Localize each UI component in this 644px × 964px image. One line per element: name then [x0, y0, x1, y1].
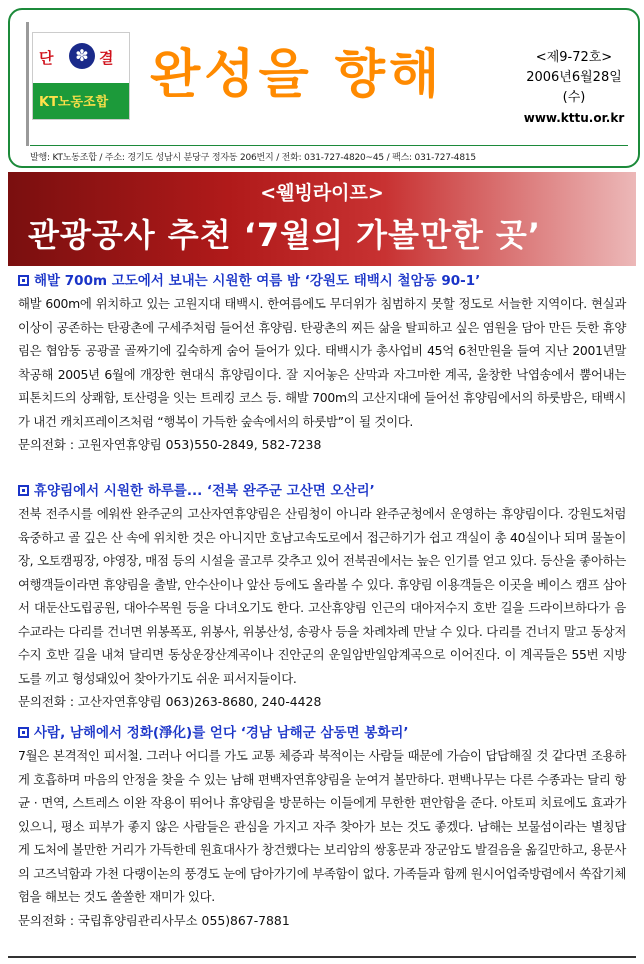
website-link[interactable]: www.kttu.or.kr — [523, 111, 625, 125]
article-taebaek — [18, 270, 626, 457]
article-contact: 문의전화 : 고원자연휴양림 053)550-2849, 582-7238 — [18, 437, 322, 452]
page-bottom-rule — [8, 956, 636, 958]
flag-band-text: KT노동조합 — [39, 95, 109, 110]
newsletter-header — [8, 8, 640, 168]
article-heading: 휴양림에서 시원한 하루를... ‘전북 완주군 고산면 오산리’ — [18, 480, 626, 502]
flag-word-left: 단 — [39, 49, 54, 67]
bullet-square-icon — [18, 727, 29, 738]
union-emblem-icon: ✽ — [69, 43, 95, 69]
section-subtitle: <웰빙라이프> — [260, 182, 384, 204]
bullet-square-icon — [18, 485, 29, 496]
section-banner — [8, 172, 636, 266]
article-contact: 문의전화 : 국립휴양림관리사무소 055)867-7881 — [18, 912, 290, 928]
article-body: 7월은 본격적인 피서철. 그러나 어디를 가도 교통 체증과 북적이는 사람들 때문에 가슴이 답답해질 것 같다면 조용하게 호흡하며 마음의 안정을 찾을 수 있는 남해 편백자연휴양림을 눈여겨 볼만하다. 편백나무는 다른 수종과는 달리 항균 · 면역, 스트레스 이완 작용이 뛰어나 휴양림을 방문하는 이들에게 무한한 편안함을 준다. 아토피 치료에도 효과가 있으니, 평소 피부가 좋지 않은 사람들은 관심을 가지고 자주 찾아가 보는 것도 좋겠다. 남해는 보물섬이라는 별칭답게 도처에 볼만한 거리가 가득한데 원효대사가 창건했다는 보리암의 쌍홍문과 장군암도 발걸음을 옮길만하고, 용문사의 고즈넉함과 가천 다랭이논의 풍경도 눈에 담아가기에 부족함이 없다. 가족들과 함께 원시어업죽방렴에서 쏙잡기체험을 해보는 것도 쏠쏠한 재미가 있다. — [18, 748, 626, 904]
issue-date: 2006년6월28일(수) — [526, 70, 622, 105]
article-body: 해발 600m에 위치하고 있는 고원지대 태백시. 한여름에도 무더위가 침범하지 못할 정도로 서늘한 지역이다. 현실과 이상이 공존하는 탄광촌에 구세주처럼 들어선 휴양림. 탄광촌의 찌든 삶을 탈피하고 싶은 염원을 담아 만든 듯한 휴양림은 협암동 공광골 골짜기에 깊숙하게 숨어 들어가 있다. 태백시가 총사업비 45억 6천만원을 들여 지난 2001년말 착공해 2005년 6월에 개장한 현대식 휴양림이다. 잘 지어놓은 산막과 자그마한 계곡, 울창한 낙엽송에서 뿜어내는 피톤치드의 상쾌함, 토산령을 잇는 트레킹 코스 등. 해발 700m의 고산지대에 들어선 휴양림에서의 하룻밤은, 태백시가 내건 캐치프레이즈처럼 “행복이 가득한 숲속에서의 하룻밤”이 될 것이다. — [18, 296, 626, 429]
publisher-address: 발행: KT노동조합 / 주소: 경기도 성남시 분당구 정자동 206번지 / 전화: 031-727-4820~45 / 팩스: 031-727-4815 — [30, 153, 476, 163]
issue-number: <제9-72호> — [535, 50, 613, 65]
article-heading: 해발 700m 고도에서 보내는 시원한 여름 밤 ‘강원도 태백시 철암동 90-1’ — [18, 270, 626, 292]
union-flag-logo — [32, 32, 130, 120]
article-contact: 문의전화 : 고산자연휴양림 063)263-8680, 240-4428 — [18, 694, 322, 709]
article-namhae — [18, 722, 626, 932]
article-heading: 사람, 남해에서 정화(淨化)를 얻다 ‘경남 남해군 삼동면 봉화리’ — [18, 722, 626, 744]
flag-word-right: 결 — [99, 49, 114, 67]
newsletter-title: 완성을 향해 — [150, 45, 444, 105]
article-body: 전북 전주시를 에워싼 완주군의 고산자연휴양림은 산림청이 아니라 완주군청에서 운영하는 휴양림이다. 강원도처럼 육중하고 골 깊은 산 속에 위치한 것은 아니지만 호남고속도로에서 접근하기가 쉽고 객실이 총 40실이나 되며 물놀이장, 오토캠핑장, 야영장, 매점 등의 시설을 골고루 갖추고 있어 전북권에서는 높은 인기를 얻고 있다. 등산을 좋아하는 여행객들이라면 휴양림을 출발, 안수산이나 앞산 등에도 올라볼 수 있다. 휴양림 이용객들은 이곳을 베이스 캠프 삼아서 대둔산도립공원, 대아수목원 등을 다녀오기도 한다. 고산휴양림 인근의 대아저수지 호반 길을 드라이브하다가 음수교라는 다리를 건너면 위봉폭포, 위봉사, 위봉산성, 송광사 등을 차례차례 만날 수 있다. 다리를 건너지 말고 동상저수지 호반 길을 내쳐 달리면 동상운장산계곡이나 진안군의 운일암반일암계곡으로 이어진다. 이 계곡들은 55번 지방도를 끼고 형성돼있어 찾아가기도 쉬운 피서지들이다. — [18, 506, 626, 686]
section-headline: 관광공사 추천 ‘7월의 가볼만한 곳’ — [28, 216, 541, 254]
header-divider — [30, 145, 628, 146]
bullet-square-icon — [18, 275, 29, 286]
flag-pole — [26, 22, 29, 146]
issue-info — [516, 48, 632, 128]
article-wanju — [18, 480, 626, 714]
